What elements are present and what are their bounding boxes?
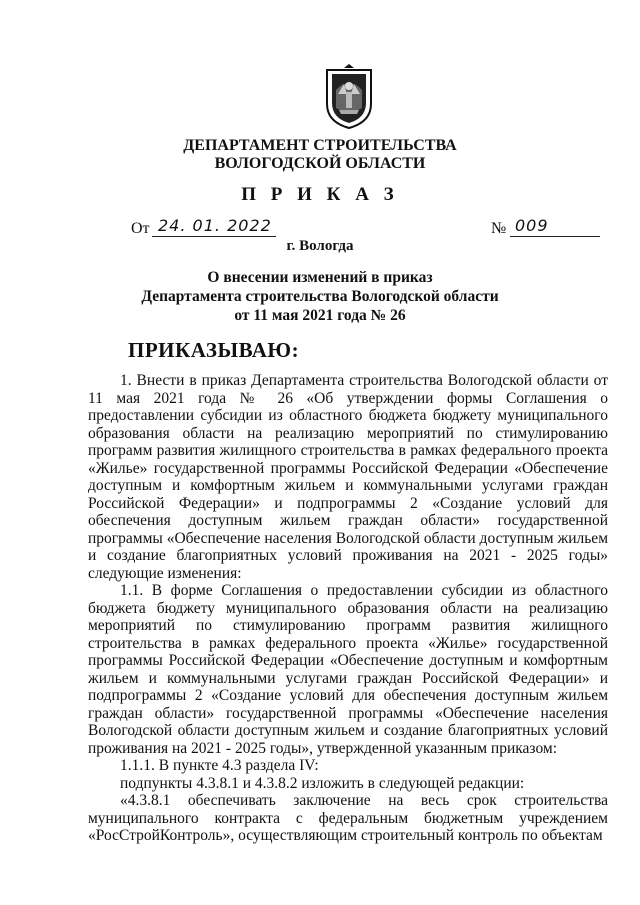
coat-of-arms-emblem	[324, 64, 374, 130]
document-body	[88, 372, 608, 845]
body-paragraph-5: «4.3.8.1 обеспечивать заключение на весь срок строительства муниципального контракта с федеральным бюджетным учреждением «РосСтройКонтроль», осуществляющим строительный контроль по объектам	[88, 792, 608, 844]
number-underline	[510, 236, 600, 237]
date-prefix: От	[131, 220, 150, 237]
order-word: ПРИКАЗЫВАЮ:	[128, 338, 300, 362]
date-underline	[152, 236, 276, 237]
subject-line2: Департамента строительства Вологодской области	[141, 288, 499, 305]
city-line: г. Вологда	[286, 238, 354, 254]
department-name-line1: ДЕПАРТАМЕНТ СТРОИТЕЛЬСТВА	[183, 137, 457, 154]
date-handwritten: 24. 01. 2022	[158, 216, 272, 235]
body-paragraph-2: 1.1. В форме Соглашения о предоставлении субсидии из областного бюджета бюджету муниципального образования области на реализацию мероприятий по стимулированию программ развития жилищного строительства в рамках федерального проекта «Жилье» государственной программы Российской Федерации «Обеспечение доступным и комфортным жильем и коммунальными услугами граждан Российской Федерации» и подпрограммы 2 «Создание условий для обеспечения доступным жильем граждан области» государственной программы «Обеспечение населения Вологодской области доступным жильем и создание благоприятных условий проживания на 2021 - 2025 годы», утвержденной указанным приказом:	[88, 582, 608, 757]
body-paragraph-4: подпункты 4.3.8.1 и 4.3.8.2 изложить в следующей редакции:	[120, 774, 525, 792]
number-handwritten: 009	[515, 216, 549, 235]
subject-line3: от 11 мая 2021 года № 26	[234, 307, 406, 324]
department-name-line2: ВОЛОГОДСКОЙ ОБЛАСТИ	[214, 155, 426, 172]
body-paragraph-1: 1. Внести в приказ Департамента строительства Вологодской области от 11 мая 2021 года № 26 «Об утверждении формы Соглашения о предоставлении субсидии из областного бюджета бюджету муниципального образования области на реализацию мероприятий по стимулированию программ развития жилищного строительства в рамках федерального проекта «Жилье» государственной программы Российской Федерации «Обеспечение доступным и комфортным жильем и коммунальными услугами граждан Российской Федерации» и подпрограммы 2 «Создание условий для обеспечения доступным жильем граждан области» государственной программы «Обеспечение населения Вологодской области доступным жильем и создание благоприятных условий проживания на 2021 - 2025 годы» следующие изменения:	[88, 372, 608, 582]
subject-line1: О внесении изменений в приказ	[207, 269, 433, 286]
body-paragraph-3: 1.1.1. В пункте 4.3 раздела IV:	[120, 757, 319, 774]
number-prefix: №	[491, 220, 507, 237]
document-type-title: П Р И К А З	[241, 184, 399, 205]
